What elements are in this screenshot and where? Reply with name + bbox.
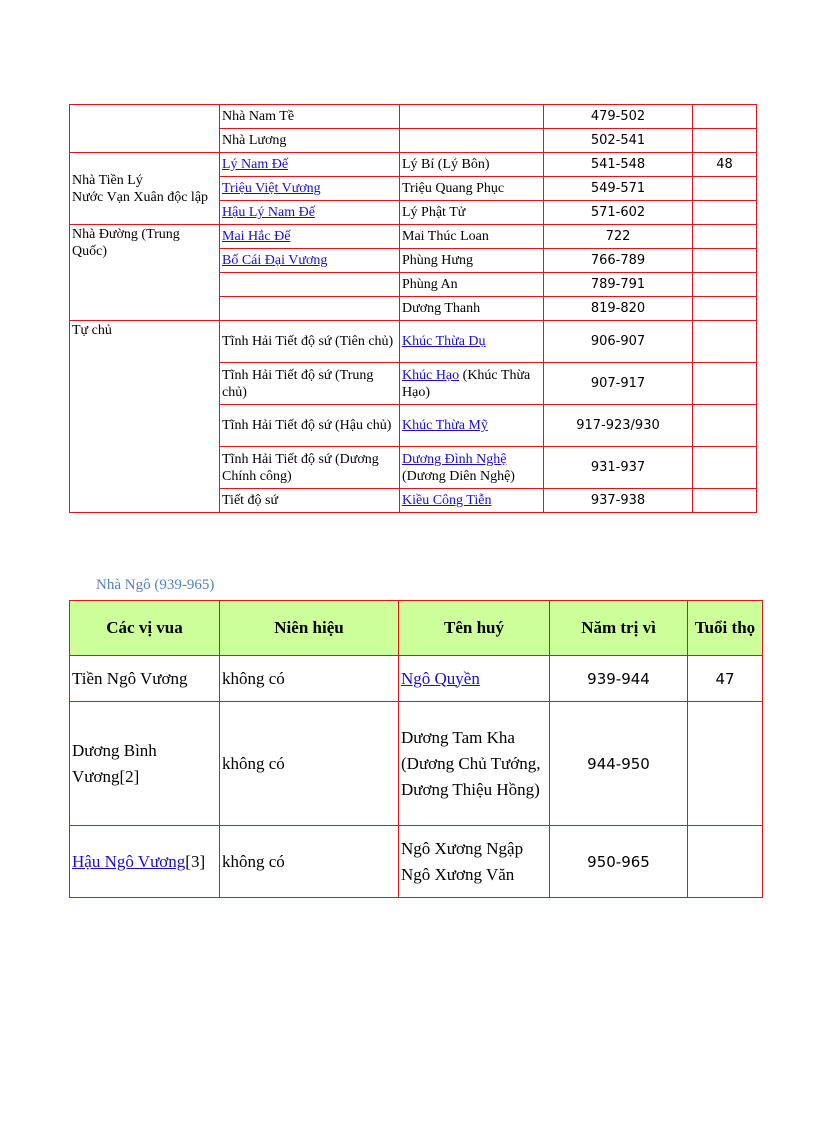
khuc-thua-my-link[interactable]: Khúc Thừa Mỹ [402,418,488,433]
table-cell [220,225,400,249]
table-cell [693,321,757,363]
table-cell: 571-602 [544,201,693,225]
table-cell: 722 [544,225,693,249]
table-row [70,656,763,702]
table-cell: 766-789 [544,249,693,273]
table-cell [693,225,757,249]
dynasty-table-upper [69,104,757,513]
table-cell [693,273,757,297]
khuc-thua-du-link[interactable]: Khúc Thừa Dụ [402,334,486,349]
table-row [70,702,763,826]
table-cell [220,273,400,297]
footnote-ref: [3] [185,851,206,871]
table-row [70,826,763,898]
table-cell [220,249,400,273]
column-header: Tuổi thọ [688,601,763,656]
table-cell: 939-944 [550,656,688,702]
table-cell: 950-965 [550,826,688,898]
table-cell: 48 [693,153,757,177]
table-row [70,321,757,363]
table-cell: 907-917 [544,363,693,405]
table-cell: 789-791 [544,273,693,297]
table-cell [693,489,757,513]
group-label: Nhà Tiền Lý [72,172,143,188]
table-row [70,153,757,177]
table-cell [400,489,544,513]
table-cell: Tĩnh Hải Tiết độ sứ (Trung chủ) [220,363,400,405]
table-cell [220,177,400,201]
table-cell [220,201,400,225]
table-cell [400,447,544,489]
column-header: Tên huý [399,601,550,656]
table-cell: Tiết độ sứ [220,489,400,513]
column-header: Niên hiệu [220,601,399,656]
group-cell-tien-ly [70,153,220,225]
kieu-cong-tien-link[interactable]: Kiều Công Tiễn [402,493,492,508]
column-header: Các vị vua [70,601,220,656]
table-cell [220,153,400,177]
ngo-quyen-link[interactable]: Ngô Quyền [401,668,480,688]
table-cell: không có [220,826,399,898]
table-cell: 47 [688,656,763,702]
mai-hac-de-link[interactable]: Mai Hắc Đế [222,229,291,244]
table-cell: Tĩnh Hải Tiết độ sứ (Tiên chủ) [220,321,400,363]
table-cell: Dương Thanh [400,297,544,321]
table-cell [693,129,757,153]
alt-name: (Dương Diên Nghệ) [402,468,515,484]
table-cell: Tiền Ngô Vương [70,656,220,702]
table-cell [693,177,757,201]
table-cell: Phùng Hưng [400,249,544,273]
table-cell [400,363,544,405]
table-row [70,225,757,249]
table-cell: Nhà Nam Tề [220,105,400,129]
table-cell: không có [220,656,399,702]
bo-cai-dai-vuong-link[interactable]: Bố Cái Đại Vương [222,253,328,268]
table-cell: 479-502 [544,105,693,129]
table-cell [400,321,544,363]
table-cell [693,249,757,273]
section-heading-nha-ngo: Nhà Ngô (939-965) [96,577,215,593]
group-cell-duong: Nhà Đường (Trung Quốc) [70,225,220,321]
table-cell: Tĩnh Hải Tiết độ sứ (Dương Chính công) [220,447,400,489]
table-cell [70,105,220,153]
table-cell [400,129,544,153]
table-cell [400,405,544,447]
table-cell [688,702,763,826]
table-cell [693,447,757,489]
table-cell [399,656,550,702]
table-cell [400,105,544,129]
table-cell [693,363,757,405]
table-cell [399,826,550,898]
hau-ngo-vuong-link[interactable]: Hậu Ngô Vương [72,851,186,871]
group-cell-tu-chu: Tự chủ [70,321,220,513]
table-cell: 906-907 [544,321,693,363]
table-cell [693,405,757,447]
table-cell [693,105,757,129]
table-cell: Triệu Quang Phục [400,177,544,201]
table-cell: Phùng An [400,273,544,297]
khuc-hao-link[interactable]: Khúc Hạo [402,367,460,383]
ly-nam-de-link[interactable]: Lý Nam Đế [222,157,289,172]
table-cell: Lý Bí (Lý Bôn) [400,153,544,177]
table-cell: Tĩnh Hải Tiết độ sứ (Hậu chủ) [220,405,400,447]
table-cell: 541-548 [544,153,693,177]
column-header: Năm trị vì [550,601,688,656]
group-label: Nước Vạn Xuân độc lập [72,189,209,205]
table-cell: 937-938 [544,489,693,513]
table-cell: 502-541 [544,129,693,153]
table-cell: Lý Phật Tử [400,201,544,225]
table-cell: 549-571 [544,177,693,201]
table-cell [693,201,757,225]
ngo-dynasty-table [69,600,763,898]
trieu-viet-vuong-link[interactable]: Triệu Việt Vương [222,181,321,196]
duong-dinh-nghe-link[interactable]: Dương Đình Nghệ [402,451,507,467]
table-cell: 944-950 [550,702,688,826]
hau-ly-nam-de-link[interactable]: Hậu Lý Nam Đế [222,205,315,220]
table-cell [70,826,220,898]
table-header-row [70,601,763,656]
table-cell [693,297,757,321]
table-cell: 917-923/930 [544,405,693,447]
personal-name: Ngô Xương Văn [401,864,515,884]
alt-name: (Khúc Thừa Hạo) [402,367,531,400]
table-cell: 819-820 [544,297,693,321]
table-cell: Dương Tam Kha (Dương Chủ Tướng, Dương Thiệu Hồng) [399,702,550,826]
table-cell [220,297,400,321]
table-cell: Dương Bình Vương[2] [70,702,220,826]
table-cell [688,826,763,898]
table-cell: 931-937 [544,447,693,489]
table-row [70,105,757,129]
table-cell: Nhà Lương [220,129,400,153]
table-cell: không có [220,702,399,826]
table-cell: Mai Thúc Loan [400,225,544,249]
personal-name: Ngô Xương Ngập [401,838,524,858]
